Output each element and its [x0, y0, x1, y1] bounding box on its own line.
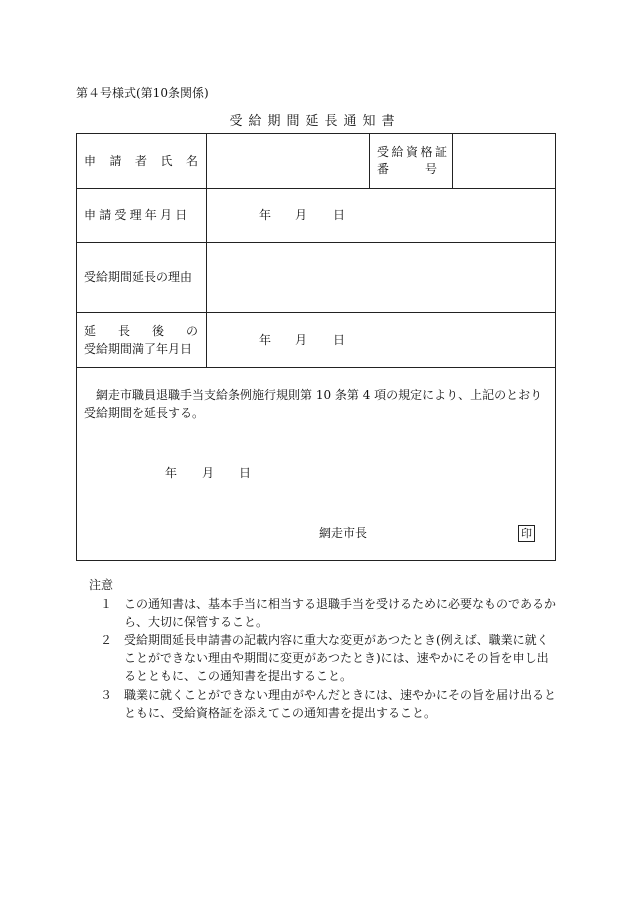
note-text: 職業に就くことができない理由がやんだときには、速やかにその旨を届け出るとともに、受給資格証を添えてこの通知書を提出すること。	[124, 688, 557, 720]
table-border-bottom	[76, 560, 556, 561]
note-text: 受給期間延長申請書の記載内容に重大な変更があつたとき(例えば、職業に就くことができない理由や期間に変更があつたとき)には、速やかにその旨を申し出るとともに、この通知書を提出すること。	[124, 633, 549, 683]
note-number: ２	[100, 633, 113, 647]
note-item	[100, 595, 556, 631]
note-text: この通知書は、基本手当に相当する退職手当を受けるために必要なものであるから、大切に保管すること。	[124, 597, 557, 629]
seal-mark: 印	[518, 525, 535, 542]
note-item	[100, 631, 556, 685]
extension-reason-label: 受給期間延長の理由	[84, 270, 193, 284]
table-border-right	[555, 133, 556, 561]
document-title: 受給期間延長通知書	[229, 114, 401, 129]
certificate-number-field[interactable]	[453, 134, 555, 188]
date-year-label: 年	[259, 208, 272, 222]
notice-date-day: 日	[239, 466, 252, 480]
extended-date-field[interactable]	[207, 313, 555, 367]
notice-body: 網走市職員退職手当支給条例施行規則第 10 条第 4 項の規定により、上記のとおり受給期間を延長する。	[84, 388, 543, 420]
note-number: １	[100, 597, 113, 611]
note-number: ３	[100, 688, 113, 702]
certificate-label-line1: 受 給 資 格 証	[377, 145, 447, 159]
receipt-date-field[interactable]	[207, 189, 555, 242]
notice-date-year: 年	[165, 466, 178, 480]
table-divider	[76, 367, 556, 368]
form-number-label: 第４号様式(第10条関係)	[76, 86, 209, 100]
date-year-label: 年	[259, 333, 272, 347]
notice-date-month: 月	[202, 466, 215, 480]
note-item	[100, 686, 556, 722]
date-month-label: 月	[295, 208, 308, 222]
certificate-label-line2: 番 号	[377, 162, 437, 176]
date-month-label: 月	[295, 333, 308, 347]
date-day-label: 日	[333, 333, 346, 347]
table-border-left	[76, 133, 77, 561]
receipt-date-label: 申請受理年月日	[84, 208, 191, 222]
notes-title: 注意	[89, 578, 114, 592]
extended-label-line2: 受給期間満了年月日	[84, 342, 193, 356]
certificate-label-divider-left	[369, 133, 370, 189]
applicant-name-label: 申 請 者 氏 名	[84, 154, 198, 168]
issuer-name: 網走市長	[319, 526, 368, 540]
extended-label-line1: 延 長 後 の	[84, 324, 198, 338]
applicant-name-field[interactable]	[207, 134, 369, 188]
date-day-label: 日	[333, 208, 346, 222]
extension-reason-field[interactable]	[207, 243, 555, 312]
